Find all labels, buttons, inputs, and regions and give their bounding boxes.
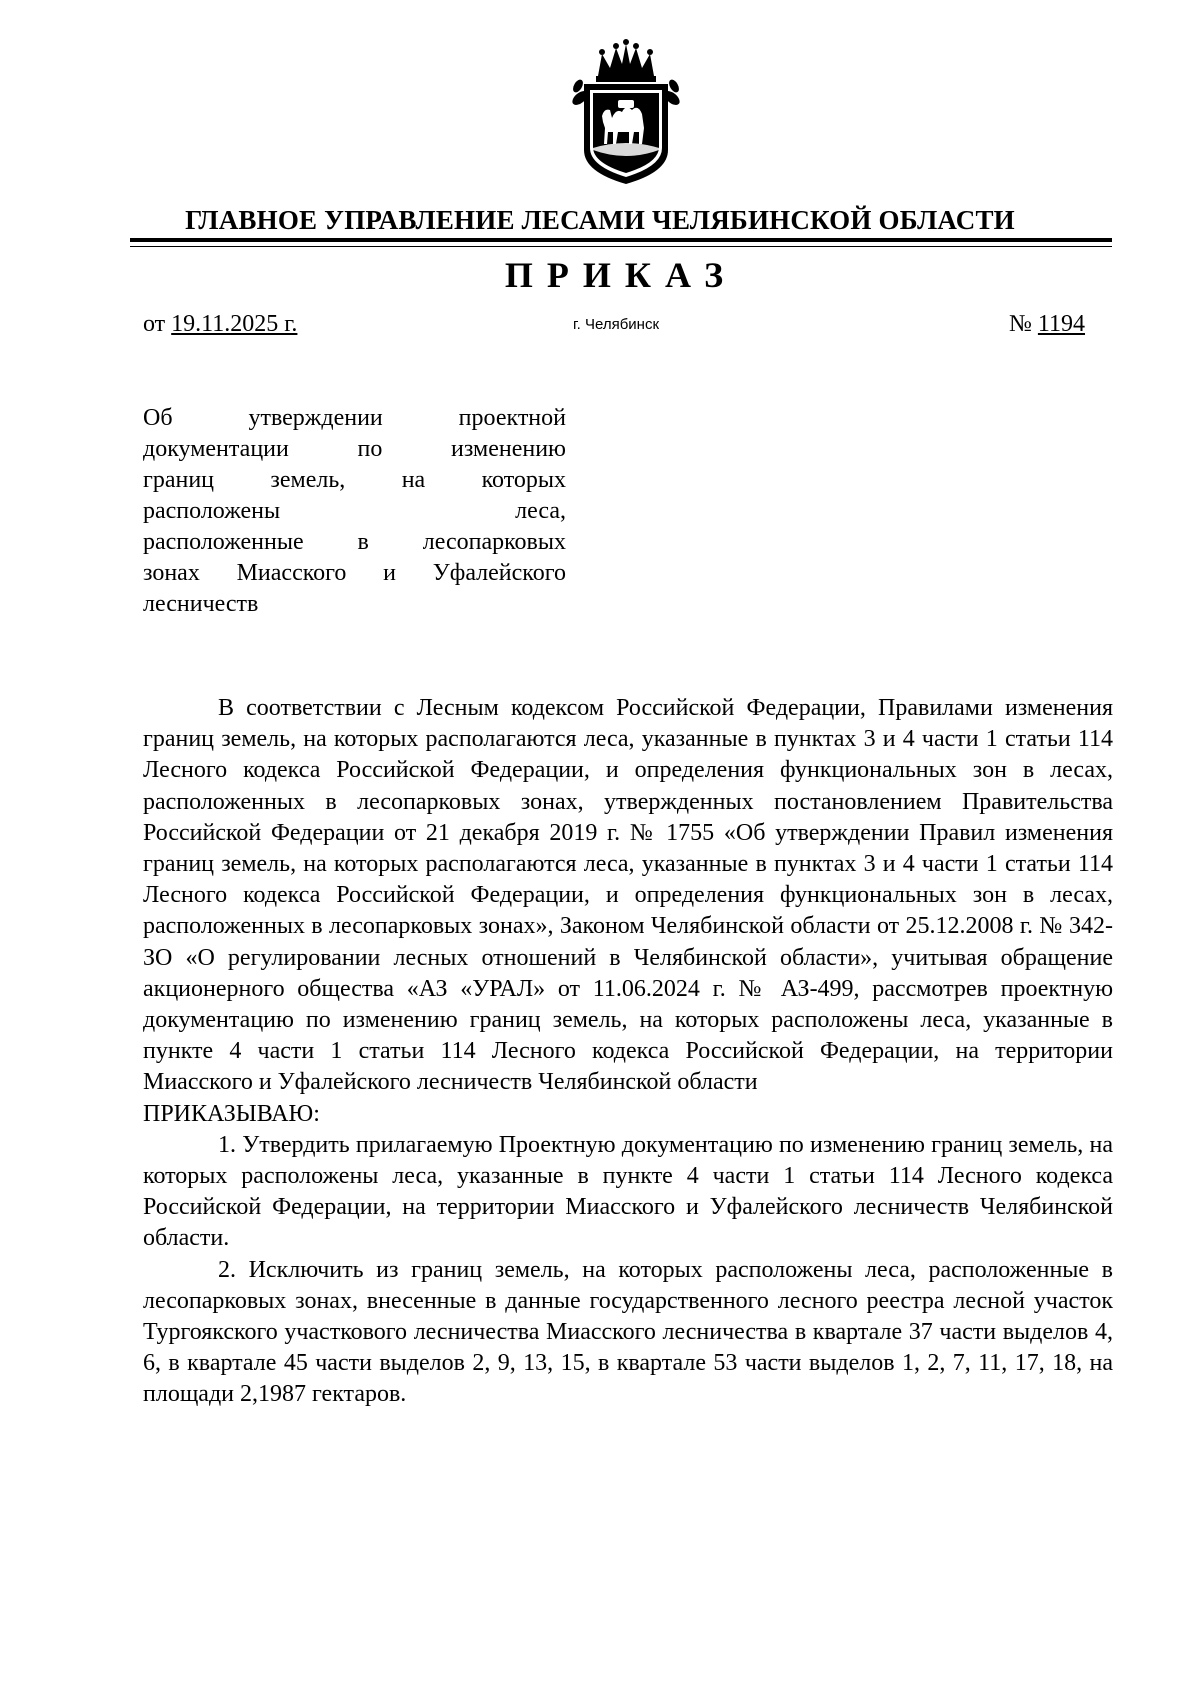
order-item: 1. Утвердить прилагаемую Проектную документацию по изменению границ земель, на которых расположены леса, указанные в пункте 4 части 1 статьи 114 Лесного кодекса Российской Федерации, на территории Миасского и Уфалейского лесничеств Челябинской области. (143, 1131, 1113, 1252)
header-divider-thick (130, 238, 1112, 242)
preamble-paragraph: В соответствии с Лесным кодексом Российской Федерации, Правилами изменения границ земель, на которых располагаются леса, указанные в пунктах 3 и 4 части 1 статьи 114 Лесного кодекса Российской Федерации, и определения функциональных зон в лесах, расположенных в лесопарковых зонах, утвержденных постановлением Правительства Российской Федерации от 21 декабря 2019 г. № 1755 «Об утверждении Правил изменения границ земель, на которых располагаются леса, указанные в пунктах 3 и 4 части 1 статьи 114 Лесного кодекса Российской Федерации, и определения функциональных зон в лесах, расположенных в лесопарковых зонах», Законом Челябинской области от 25.12.2008 г. № 342-ЗО «О регулировании лесных отношений в Челябинской области», учитывая обращение акционерного общества «АЗ «УРАЛ» от 11.06.2024 г. № АЗ-499, рассмотрев проектную документацию по изменению границ земель, на которых расположены леса, указанные в пункте 4 части 1 статьи 114 Лесного кодекса Российской Федерации, на территории Миасского и Уфалейского лесничеств Челябинской области (143, 695, 1113, 1096)
order-date-prefix: от (143, 311, 172, 337)
order-number (1009, 311, 1085, 338)
order-directive: ПРИКАЗЫВАЮ: (143, 1100, 320, 1127)
order-city: г. Челябинск (573, 316, 660, 333)
subject-line: расположенные в лесопарковых (143, 529, 566, 555)
subject-line: зонах Миасского и Уфалейского (143, 560, 566, 586)
subject-line: Об утверждении проектной (143, 405, 566, 431)
order-date-value: 19.11.2025 г. (171, 311, 298, 337)
header-divider-thin (130, 246, 1112, 247)
subject-line: границ земель, на которых (143, 467, 566, 493)
order-number-prefix: № (1009, 311, 1038, 337)
order-number-value: 1194 (1037, 311, 1086, 337)
subject-line: расположены леса, (143, 498, 566, 524)
subject-line: документации по изменению (143, 436, 566, 462)
document-type-title: ПРИКАЗ (504, 255, 738, 295)
subject-line: лесничеств (143, 591, 259, 617)
coat-of-arms-icon (568, 38, 684, 186)
order-subject (143, 403, 566, 620)
organization-title: ГЛАВНОЕ УПРАВЛЕНИЕ ЛЕСАМИ ЧЕЛЯБИНСКОЙ ОБЛАСТИ (185, 205, 1015, 235)
order-item: 2. Исключить из границ земель, на которых расположены леса, расположенные в лесопарковых зонах, внесенные в данные государственного лесного реестра лесной участок Тургоякского участкового лесничества Миасского лесничества в квартале 37 части выделов 4, 6, в квартале 45 части выделов 2, 9, 13, 15, в квартале 53 части выделов 1, 2, 7, 11, 17, 18, на площади 2,1987 гектаров. (143, 1256, 1113, 1408)
order-date (143, 311, 297, 338)
order-body (143, 693, 1113, 1411)
